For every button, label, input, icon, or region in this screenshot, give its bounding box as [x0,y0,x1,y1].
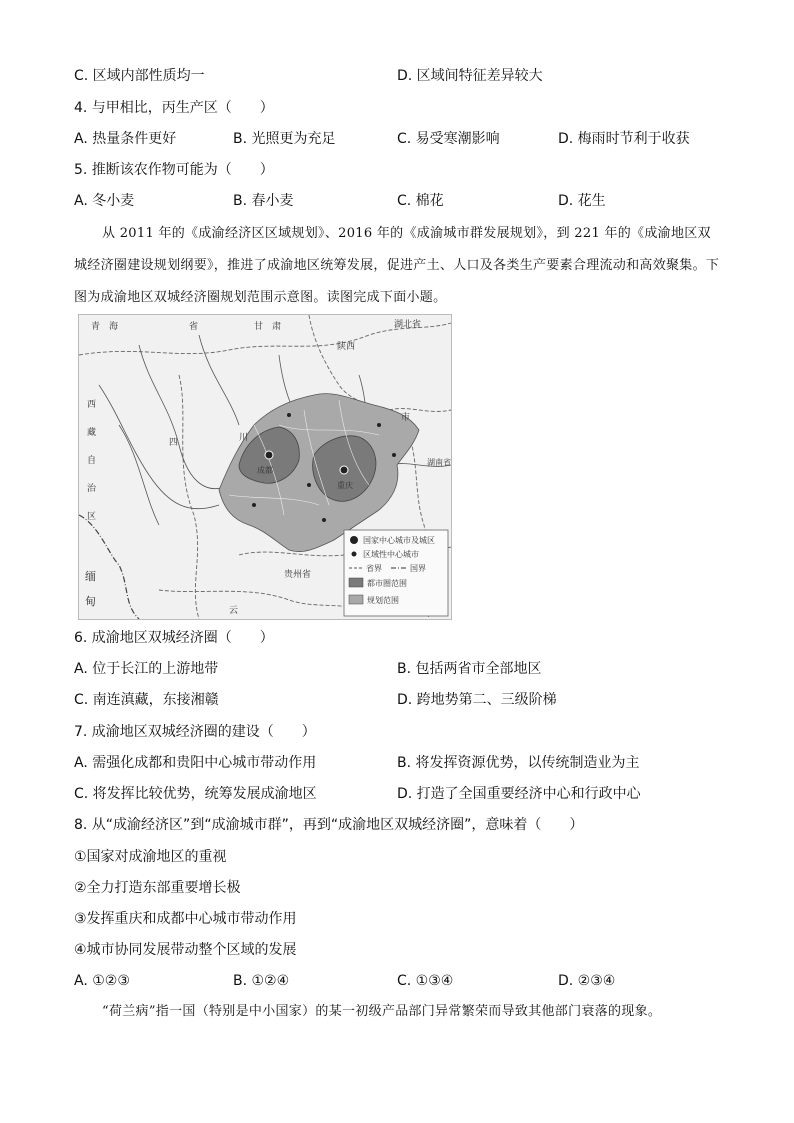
dutch-disease-paragraph: “荷兰病”指一国（特别是中小国家）的某一初级产品部门异常繁荣而导致其他部门衰落的现象。 [102,1004,662,1019]
map-legend [344,530,448,616]
q6-option-d: D. 跨地势第二、三级阶梯 [397,692,557,708]
label-mian: 缅 [85,570,96,583]
label-shaanxi: 陕西 [337,342,356,352]
q6-option-c: C. 南连滇藏，东接湘赣 [74,692,219,708]
label-zi: 自 [87,456,97,466]
legend-regional-center: 区域性中心城市 [363,550,419,559]
q8-option-c: C. ①③④ [397,973,454,989]
label-yun: 云 [229,606,239,616]
legend-national-center: 国家中心城市及城区 [363,536,435,545]
label-hubei: 湖北省 [394,320,422,330]
q5-option-a: A. 冬小麦 [74,193,135,209]
label-qinghai-sheng: 省 [189,322,199,332]
q8-option-d: D. ②③④ [558,973,616,989]
chongqing-marker [340,466,348,474]
legend-provincial-border: 省界 [366,564,382,573]
q8-option-b: B. ①②④ [233,973,290,989]
q6-option-a: A. 位于长江的上游地带 [74,661,219,677]
q5-option-b: B. 春小麦 [233,193,294,209]
label-zhi: 治 [87,484,97,494]
label-shi: 市 [401,413,411,423]
q8-stem: 8. 从“成渝经济区”到“成渝城市群”，再到“成渝地区双城经济圈”，意味着（ ） [74,817,584,833]
label-xi: 西 [87,400,97,410]
legend-national-border: 国界 [410,564,426,573]
label-qinghai: 青 海 [91,322,119,332]
legend-planning-swatch [349,595,363,604]
label-qu: 区 [87,512,97,522]
label-dian: 甸 [85,595,96,608]
q4-option-a: A. 热量条件更好 [74,131,177,147]
chengdu-marker [265,451,273,459]
q3-option-d: D. 区域间特征差异较大 [397,68,543,84]
legend-national-center-icon [350,536,358,544]
q8-item-1: ①国家对成渝地区的重视 [74,849,227,865]
q8-item-3: ③发挥重庆和成都中心城市带动作用 [74,911,297,927]
label-si: 四 [169,438,179,448]
q8-item-4: ④城市协同发展带动整个区域的发展 [74,942,297,958]
q8-item-2: ②全力打造东部重要增长极 [74,880,241,896]
q6-option-b: B. 包括两省市全部地区 [397,661,542,677]
legend-planning-range: 规划范围 [367,596,399,605]
legend-regional-center-icon [352,552,357,557]
label-guizhou: 贵州省 [284,570,312,580]
label-chongqing: 重庆 [337,481,353,490]
label-chengdu: 成都 [257,466,273,475]
q4-option-c: C. 易受寒潮影响 [397,131,500,147]
chengyu-map [78,314,452,620]
q5-option-c: C. 棉花 [397,193,444,209]
q5-stem: 5. 推断该农作物可能为（ ） [74,162,274,178]
q7-option-a: A. 需强化成都和贵阳中心城市带动作用 [74,755,317,771]
q4-stem: 4. 与甲相比，丙生产区（ ） [74,100,274,116]
q7-option-d: D. 打造了全国重要经济中心和行政中心 [397,786,641,802]
label-zang: 藏 [87,428,97,438]
intro-paragraph: 从 2011 年的《成渝经济区区域规划》、2016 年的《成渝城市群发展规划》，到 221 年的《成渝地区双城经济圈建设规划纲要》，推进了成渝地区统筹发展，促进产土、人口及各类生产要素合理流动和高效聚集。下图为成渝地区双城经济圈规划范围示意图。读图完成下面小题。 [74,226,720,305]
q6-stem: 6. 成渝地区双城经济圈（ ） [74,630,274,646]
q7-option-b: B. 将发挥资源优势，以传统制造业为主 [397,755,640,771]
map-svg [79,315,451,619]
q8-option-a: A. ①②③ [74,973,130,989]
legend-metro-range: 都市圈范围 [367,579,407,588]
label-gansu: 甘 肃 [254,322,282,332]
label-hunan: 湖南省 [427,458,451,467]
label-chuan: 川 [239,433,249,443]
q4-option-b: B. 光照更为充足 [233,131,336,147]
q4-option-d: D. 梅雨时节利于收获 [558,131,690,147]
legend-metro-swatch [349,578,363,587]
q3-option-c: C. 区域内部性质均一 [74,68,205,84]
q5-option-d: D. 花生 [558,193,606,209]
q7-stem: 7. 成渝地区双城经济圈的建设（ ） [74,724,316,740]
q7-option-c: C. 将发挥比较优势，统筹发展成渝地区 [74,786,317,802]
